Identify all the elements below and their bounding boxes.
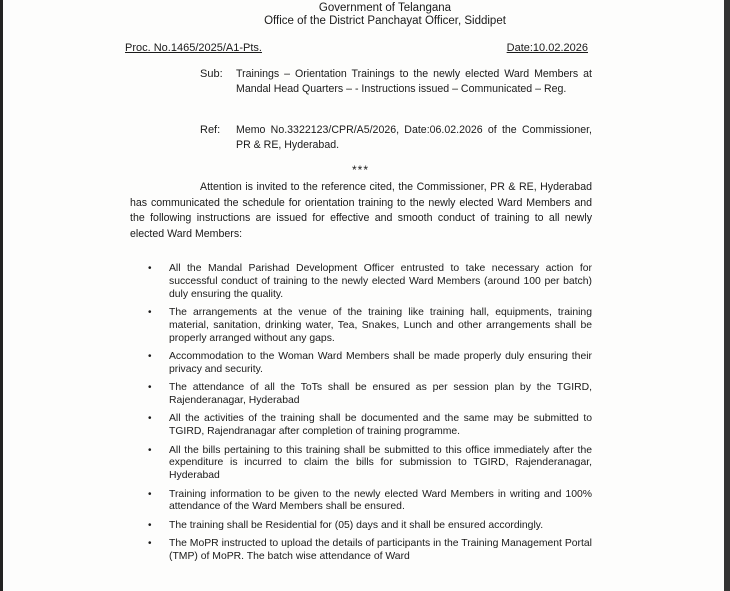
- letterhead-office: Office of the District Panchayat Officer, Siddipet: [264, 15, 506, 27]
- list-item-text: The arrangements at the venue of the training like training hall, equipments, training material, sanitation, drinking water, Tea, Snakes, Lunch and other arrangements shall be properly arranged without any gaps.: [169, 306, 592, 344]
- list-item-text: The attendance of all the ToTs shall be ensured as per session plan by the TGIRD, Rajenderanagar, Hyderabad: [169, 382, 592, 406]
- proc-number: Proc. No.1465/2025/A1-Pts.: [125, 42, 262, 54]
- list-item: • The MoPR instructed to upload the details of participants in the Training Management Portal (TMP) of MoPR. The batch wise attendance of Ward: [148, 538, 592, 562]
- list-item-text: The MoPR instructed to upload the details of participants in the Training Management Portal (TMP) of MoPR. The batch wise attendance of Ward: [169, 538, 592, 562]
- list-item-text: The training shall be Residential for (05) days and it shall be ensured accordingly.: [169, 519, 544, 531]
- list-item: • All the bills pertaining to this training shall be submitted to this office immediately after the expenditure is incurred to claim the bills for submission to TGIRD, Rajenderanagar, Hyderabad: [148, 444, 592, 482]
- list-item-text: All the activities of the training shall be documented and the same may be submitted to TGIRD, Rajendranagar after completion of training programme.: [169, 413, 592, 438]
- subject-label: Sub:: [200, 68, 223, 80]
- list-item: • The training shall be Residential for (05) days and it shall be ensured accordingly.: [148, 519, 544, 531]
- list-item: • All the Mandal Parishad Development Officer entrusted to take necessary action for successful conduct of training to the newly elected Ward Members (around 100 per batch) duly ensuring the quality.: [148, 263, 592, 300]
- list-item: • Training information to be given to the newly elected Ward Members in writing and 100% attendance of the Ward Members shall be ensured.: [148, 488, 592, 513]
- proc-date: Date:10.02.2026: [506, 42, 588, 54]
- list-item-text: All the bills pertaining to this training shall be submitted to this office immediately after the expenditure is incurred to claim the bills for submission to TGIRD, Rajenderanagar, Hyderabad: [169, 444, 592, 482]
- letterhead: [0, 2, 730, 28]
- scan-left-edge: [0, 0, 3, 591]
- letterhead-government: Government of Telangana: [318, 2, 452, 14]
- list-item-text: Training information to be given to the newly elected Ward Members in writing and 100% attendance of the Ward Members shall be ensured.: [169, 488, 592, 513]
- list-item: • The arrangements at the venue of the training like training hall, equipments, training material, sanitation, drinking water, Tea, Snakes, Lunch and other arrangements shall be properly arranged without any gaps.: [148, 306, 592, 344]
- list-item: • Accommodation to the Woman Ward Members shall be made properly duly ensuring their privacy and security.: [148, 350, 592, 375]
- intro-paragraph: Attention is invited to the reference cited, the Commissioner, PR & RE, Hyderabad has communicated the schedule for orientation training to the newly elected Ward Members and the following instructions are issued for effective and smooth conduct of training to all newly elected Ward Members:: [130, 181, 592, 240]
- scan-right-edge: [724, 0, 730, 591]
- subject-text: Trainings – Orientation Trainings to the newly elected Ward Members at Mandal Head Quarters – - Instructions issued – Communicated – Reg.: [236, 68, 592, 95]
- list-item-text: All the Mandal Parishad Development Officer entrusted to take necessary action for successful conduct of training to the newly elected Ward Members (around 100 per batch) duly ensuring the quality.: [169, 263, 592, 300]
- reference-label: Ref:: [200, 124, 221, 136]
- list-item: • All the activities of the training shall be documented and the same may be submitted to TGIRD, Rajendranagar after completion of training programme.: [148, 413, 592, 438]
- proceedings-line: [125, 42, 588, 54]
- reference-text: Memo No.3322123/CPR/A5/2026, Date:06.02.2026 of the Commissioner, PR & RE, Hyderabad.: [236, 124, 592, 151]
- list-item-text: Accommodation to the Woman Ward Members shall be made properly duly ensuring their privacy and security.: [169, 350, 592, 375]
- separator: ***: [352, 163, 370, 177]
- instruction-list: [148, 263, 592, 569]
- list-item: • The attendance of all the ToTs shall be ensured as per session plan by the TGIRD, Rajenderanagar, Hyderabad: [148, 382, 592, 406]
